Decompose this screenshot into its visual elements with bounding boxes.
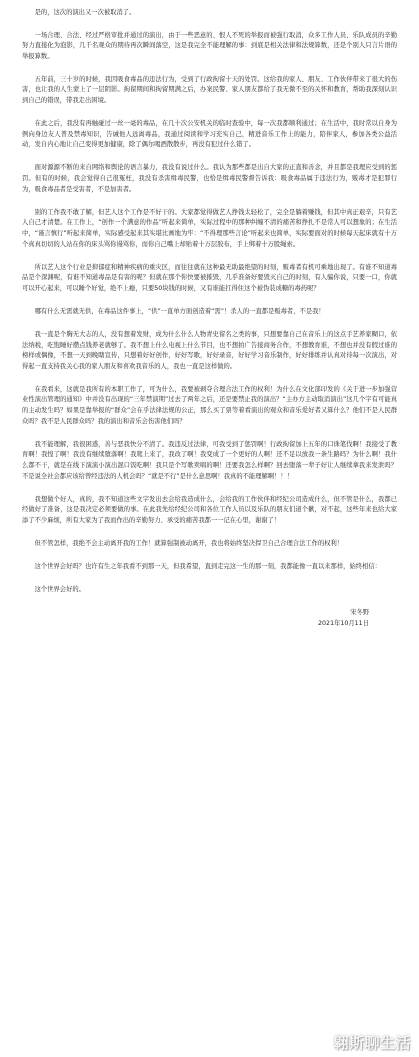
letter-paragraph: 我不能理解，我很困惑，善与恶我快分不清了。我违反过法律，可我受到了惩罚啊！行政拘留加上五年的口诛笔伐啊！我接受了教育啊！我惶了啊！我没有继续堕落啊！我爬上来了，我改了啊！我变成了一个更好的人啊！还不足以放我一条生路吗？为什么啊！我什么都不干，就是在线下演演小演出混口饭吃啊！我只是个写歌卖唱的啊！还要我怎么样啊？回去堕落一辈子好让人继续拿我来发泄吗？不是说全社会都应该给曾经违法的人机会吗？“就是不行”是什么意思啊！我真的不能理解啊！！！ xyxy=(22,440,397,480)
letter-paragraph: 但不管怎样，我绝不会主动离开我的工作！就算强制被动离开，我也将始终坚决捍卫自己合理合法工作的权利！ xyxy=(34,539,344,547)
watermark-logo: 翱斯聊生活 xyxy=(333,1034,411,1053)
letter-paragraph: 别的工作我不敢了解，但艺人这个工作是不好干的。大家都觉得做艺人挣钱太轻松了，完全是躺着赚钱，但其中真正艰辛，只有艺人自己才清楚。在工作上，“创作一个满意的作品”听起来简单，实际过程中的那种纠缠不清的痛苦和挣扎不是常人可以想象的；在生活中，“谨言慎行”听起来简单，实际感受起来其实堪比画地为牢：“不得理那些言论”听起来也简单，实际要面对的时候每天起床就有十万个真真切切的人站在你的床头骂你谩骂你，而你自己嘴上却贴着十万层胶布，手上绑着十万股绳索。 xyxy=(22,208,397,248)
letter-paragraph: 五年前，三十岁的时候，我因吸食毒品的违法行为，受到了行政拘留十天的处罚。这给我的家人、朋友、工作伙伴带来了很大的伤害，也让我的人生蒙上了一层阴影。拘留期间和拘留期满之后，办案民警、家人朋友都给了我无微不至的关怀和教育，帮助我深刻认识到自己的错误，带我走出困境。 xyxy=(22,75,397,105)
letter-paragraph: 我一直是个胸无大志的人，没有想着发财，成为什么什么人物青史留名之类的事，只想要靠自己在音乐上的这点手艺养家糊口，依法纳税，吃饱睡好攒点钱养老就够了。我不想上什么电视上什么节目，也不想拍广告接商务合作，不想教育谁，不想也并没有假过谁的榜样或偶像，不想一天到晚瞎宣传，只想着好好创作，好好写歌，好好录音，好好学习音乐制作，好好排练并认真对待每一次演出，对得起一直支持我关心我的家人朋友和喜欢我音乐的人，我也一直是这样做的。 xyxy=(22,330,397,370)
letter-paragraph: 哪有什么无需就无供，在毒品这件事上，“供”一直单方面创造着“需”！杀人的一直都是贩毒者，不是我！ xyxy=(34,307,325,315)
letter-paragraph: 是的，这次的演出又一次被取消了。 xyxy=(34,9,136,16)
letter-paragraph: 我想做个好人，真的，我不知道这些文字发出去会给我造成什么，会给我的工作伙伴和经纪公司造成什么，但不管是什么，我都已经做好了准备，这是我决定必须要做的事。在此我先给经纪公司和各位工作人员以及乐队的朋友们道个歉，对不起，这些年来也给大家添了不少麻烦，所有大家为了我而作出的辛勤努力、承受的痛苦我都一一记在心里，谢谢了！ xyxy=(22,495,397,524)
letter-paragraph: 在我看来，这就是我所有的本职工作了，可为什么，我要被剥夺合理合法工作的权利！为什么在文化部印发的《关于进一步加强营业性演出管理的通知》中并没有出现的“三年禁演期”过去了两年之后，还是要禁止我的演出？“主办方主动取消演出”这几个字有可能真的主动发生吗？如果是靠举报的“群众”会在乎法律法规的公正，那么买了票等着看演出的观众和音乐爱好者又算什么？他们不是人民群众吗？我不是人民群众吗？我的演出和音乐会伤害他们吗？ xyxy=(22,385,397,425)
letter-paragraph: 面对源源不断的来自网络和舆论的语言暴力，我没有说过什么。我认为那些都是出自大家的正直和善念，并且都是我理应受到的惩罚。但有的时候，我会觉得自己很冤枉，我没有杀害缉毒民警，也恰是缉毒民警督告诉我：吸食毒品属于违法行为，贩毒才是犯罪行为，吸食毒品者是受害者，不是加害者。 xyxy=(22,164,397,193)
letter-date: 2021年10月11日 xyxy=(318,619,369,627)
letter-paragraph: 在此之后，我没有再触碰过一丝一毫的毒品，在几十次公安机关的临时查验中，每一次我都顺利通过；在生活中，我时常以自身为例向身边友人普及禁毒知识，告诫他人远离毒品，我通过阅读和学习充实自己，精进音乐工作上的能力，陪伴家人，参加各类公益活动，发自内心地让自己变得更加健康，除了偶尔喝酒散散步，再没有犯过什么错了。 xyxy=(22,120,397,149)
letter-body xyxy=(22,8,397,596)
letter-paragraph: 这个世界会好吗？也许有生之年我看不到那一天，但我希望，直到走完这一生的那一刻，我都能像一直以来那样，始终相信： xyxy=(34,562,381,570)
letter-paragraph: 所以艺人这个行业是抑郁症和精神疾病的重灾区，而往往就在这种最无助最绝望的时刻，贩毒者有机可乘地出现了。有谁不知道毒品是个深渊呢，有谁不知道毒品是有害的呢？但就在那个你快要被摧毁，几乎准备好要毁灭自己的时刻，有人骗你说，只要一口，你就可以开心起来，可以睡个好觉，绝不上瘾，只要50块钱的时候，又有谁能扛得住这个被伪装成糖的毒药呢？ xyxy=(22,263,397,292)
letter-paragraph: 这个世界会好的。 xyxy=(34,586,85,594)
signature: 宋冬野 xyxy=(350,609,369,617)
letter-paragraph: 一场合理、合法、经过严格审批并通过的演出，由于一些恶意的、恨人不死的举报而被强行取消，众多工作人员、乐队成员的辛勤努力直接化为泡影，几千名观众的期待再次瞬间落空，这是我完全不能理解的事：到底是相关法律和法规算数，还是个别人只言片语的举报算数。 xyxy=(22,31,397,60)
